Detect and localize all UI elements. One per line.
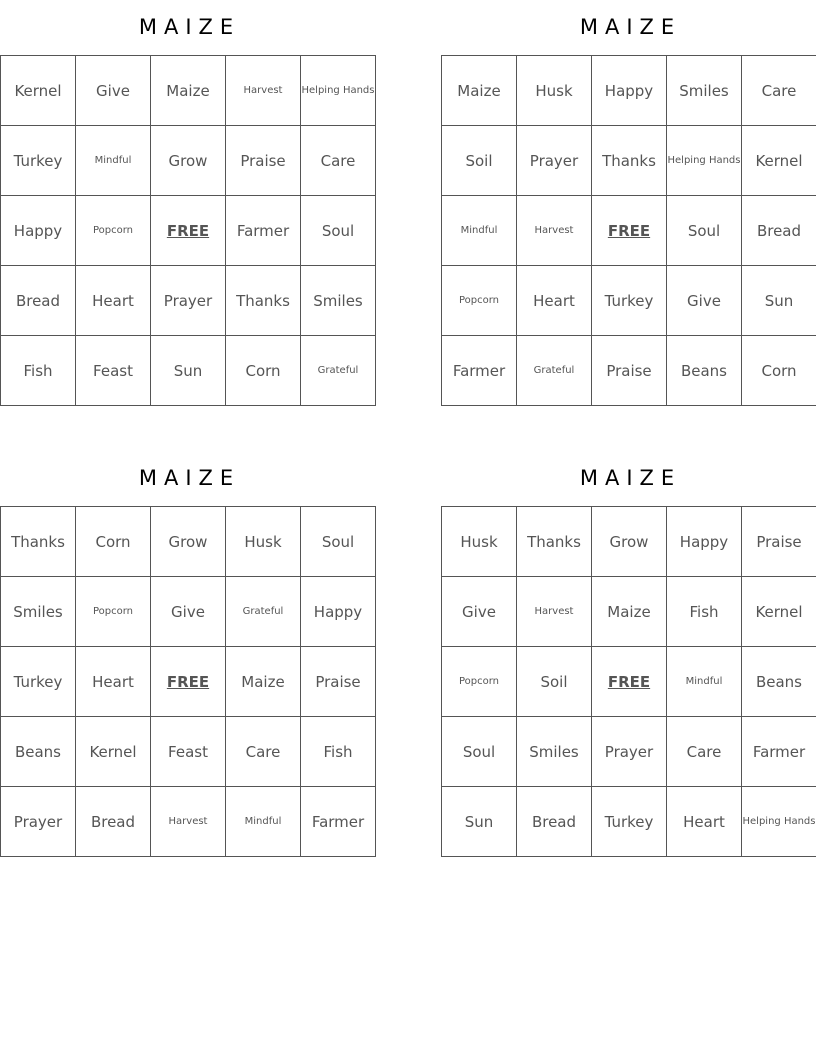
bingo-cell: Mindful	[667, 647, 742, 717]
bingo-cell: Maize	[151, 56, 226, 126]
bingo-cell: Kernel	[742, 126, 816, 196]
bingo-cell: Thanks	[592, 126, 667, 196]
bingo-cell: Grow	[592, 507, 667, 577]
bingo-cell: Beans	[742, 647, 816, 717]
bingo-cell: Grateful	[517, 336, 592, 406]
bingo-grid	[0, 55, 376, 406]
bingo-cell: Care	[742, 56, 816, 126]
bingo-cell: Maize	[592, 577, 667, 647]
bingo-cell: Happy	[592, 56, 667, 126]
bingo-cell: Smiles	[301, 266, 376, 336]
bingo-cell: Grateful	[226, 577, 301, 647]
bingo-cell: Smiles	[667, 56, 742, 126]
grid-row	[442, 507, 816, 577]
bingo-cell: Maize	[442, 56, 517, 126]
bingo-cell: Fish	[1, 336, 76, 406]
bingo-cell: Mindful	[76, 126, 151, 196]
bingo-cell: Grateful	[301, 336, 376, 406]
bingo-cell: Turkey	[1, 126, 76, 196]
bingo-cell: Heart	[667, 787, 742, 857]
grid-row	[442, 56, 816, 126]
bingo-cell: Thanks	[226, 266, 301, 336]
free-space-cell: FREE	[151, 647, 226, 717]
bingo-cell: Harvest	[151, 787, 226, 857]
card-title: MAIZE	[138, 15, 241, 39]
bingo-cell: Harvest	[517, 577, 592, 647]
bingo-cell: Give	[667, 266, 742, 336]
bingo-cell: Husk	[517, 56, 592, 126]
bingo-cell: Bread	[742, 196, 816, 266]
bingo-cell: Heart	[517, 266, 592, 336]
bingo-cell: Kernel	[1, 56, 76, 126]
bingo-cell: Mindful	[442, 196, 517, 266]
bingo-cell: Sun	[442, 787, 517, 857]
bingo-cell: Farmer	[442, 336, 517, 406]
bingo-cell: Popcorn	[442, 266, 517, 336]
grid-row	[1, 196, 376, 266]
bingo-cell: Beans	[667, 336, 742, 406]
bingo-card-2	[441, 0, 816, 406]
bingo-cell: Feast	[151, 717, 226, 787]
bingo-cell: Soil	[442, 126, 517, 196]
bingo-cell: Smiles	[1, 577, 76, 647]
bingo-cell: Give	[76, 56, 151, 126]
card-title: MAIZE	[579, 15, 682, 39]
bingo-cell: Prayer	[151, 266, 226, 336]
bingo-cell: Farmer	[226, 196, 301, 266]
grid-row	[1, 56, 376, 126]
grid-row	[1, 647, 376, 717]
bingo-cell: Helping Hands	[301, 56, 376, 126]
card-title: MAIZE	[138, 466, 241, 490]
bingo-cell: Soul	[301, 196, 376, 266]
bingo-cell: Heart	[76, 266, 151, 336]
bingo-cell: Helping Hands	[667, 126, 742, 196]
grid-row	[442, 787, 816, 857]
grid-row	[1, 336, 376, 406]
bingo-cell: Fish	[667, 577, 742, 647]
free-space-cell: FREE	[592, 647, 667, 717]
bingo-cell: Sun	[742, 266, 816, 336]
bingo-cell: Prayer	[1, 787, 76, 857]
bingo-cell: Fish	[301, 717, 376, 787]
bingo-cell: Popcorn	[76, 577, 151, 647]
bingo-cell: Grow	[151, 507, 226, 577]
bingo-card-3	[0, 451, 375, 857]
bingo-cell: Harvest	[226, 56, 301, 126]
bingo-cell: Farmer	[301, 787, 376, 857]
grid-row	[442, 336, 816, 406]
grid-row	[1, 266, 376, 336]
bingo-cell: Sun	[151, 336, 226, 406]
free-space-cell: FREE	[151, 196, 226, 266]
grid-row	[442, 577, 816, 647]
bingo-grid	[441, 55, 816, 406]
bingo-cell: Prayer	[592, 717, 667, 787]
bingo-cell: Mindful	[226, 787, 301, 857]
bingo-cell: Soul	[667, 196, 742, 266]
bingo-cell: Corn	[226, 336, 301, 406]
bingo-cell: Turkey	[592, 787, 667, 857]
bingo-cell: Happy	[667, 507, 742, 577]
bingo-grid	[441, 506, 816, 857]
bingo-cell: Turkey	[592, 266, 667, 336]
bingo-cell: Helping Hands	[742, 787, 816, 857]
grid-row	[1, 717, 376, 787]
bingo-card-1	[0, 0, 375, 406]
bingo-cell: Soil	[517, 647, 592, 717]
bingo-cell: Feast	[76, 336, 151, 406]
bingo-cell: Praise	[226, 126, 301, 196]
bingo-cell: Maize	[226, 647, 301, 717]
bingo-cell: Smiles	[517, 717, 592, 787]
bingo-cell: Heart	[76, 647, 151, 717]
bingo-cell: Bread	[76, 787, 151, 857]
bingo-cell: Popcorn	[76, 196, 151, 266]
bingo-cell: Prayer	[517, 126, 592, 196]
bingo-cell: Corn	[742, 336, 816, 406]
card-title: MAIZE	[579, 466, 682, 490]
bingo-cell: Praise	[592, 336, 667, 406]
bingo-cell: Turkey	[1, 647, 76, 717]
grid-row	[442, 196, 816, 266]
bingo-cell: Kernel	[76, 717, 151, 787]
bingo-cell: Farmer	[742, 717, 816, 787]
bingo-cell: Popcorn	[442, 647, 517, 717]
bingo-cell: Corn	[76, 507, 151, 577]
grid-row	[442, 126, 816, 196]
bingo-cell: Husk	[442, 507, 517, 577]
grid-row	[1, 787, 376, 857]
bingo-cell: Beans	[1, 717, 76, 787]
grid-row	[1, 126, 376, 196]
bingo-cell: Thanks	[1, 507, 76, 577]
bingo-cell: Thanks	[517, 507, 592, 577]
bingo-cell: Soul	[301, 507, 376, 577]
bingo-cell: Grow	[151, 126, 226, 196]
bingo-cell: Bread	[517, 787, 592, 857]
bingo-cell: Kernel	[742, 577, 816, 647]
bingo-cell: Praise	[301, 647, 376, 717]
bingo-cell: Soul	[442, 717, 517, 787]
bingo-cell: Husk	[226, 507, 301, 577]
bingo-cell: Happy	[1, 196, 76, 266]
bingo-cell: Bread	[1, 266, 76, 336]
grid-row	[442, 647, 816, 717]
free-space-cell: FREE	[592, 196, 667, 266]
bingo-cell: Give	[442, 577, 517, 647]
bingo-cell: Care	[301, 126, 376, 196]
bingo-cell: Give	[151, 577, 226, 647]
grid-row	[442, 717, 816, 787]
bingo-cell: Happy	[301, 577, 376, 647]
bingo-cell: Care	[226, 717, 301, 787]
bingo-cell: Harvest	[517, 196, 592, 266]
bingo-cell: Praise	[742, 507, 816, 577]
grid-row	[1, 577, 376, 647]
bingo-cell: Care	[667, 717, 742, 787]
grid-row	[1, 507, 376, 577]
grid-row	[442, 266, 816, 336]
bingo-grid	[0, 506, 376, 857]
bingo-card-4	[441, 451, 816, 857]
